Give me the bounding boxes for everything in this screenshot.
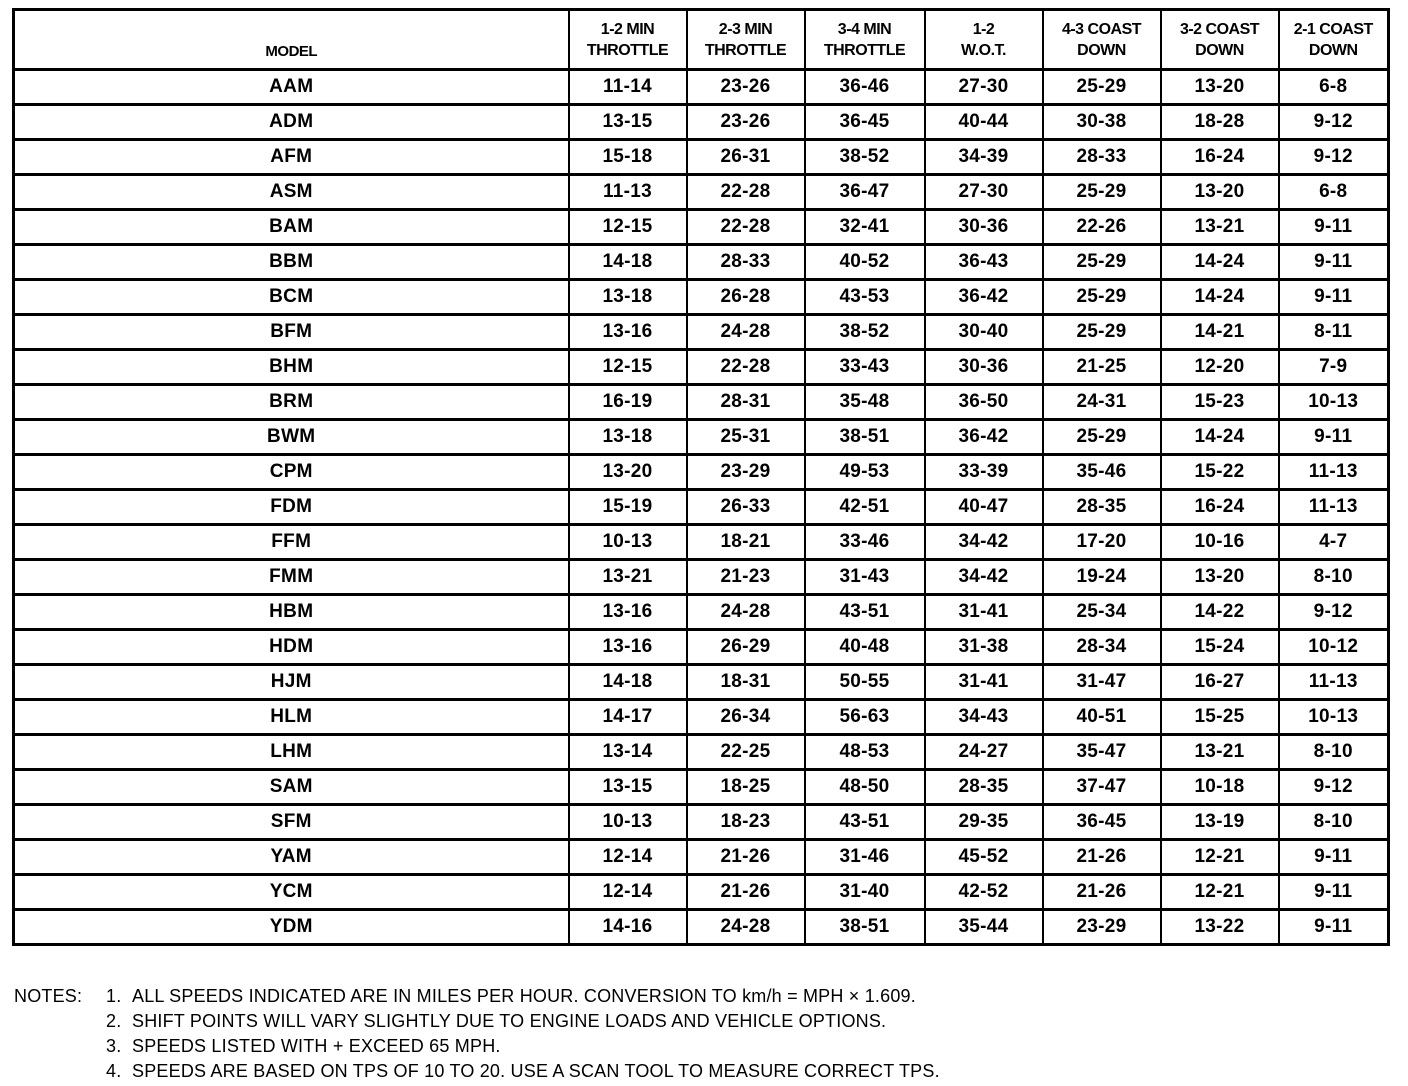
speed-cell-3-2-coast-down: 15-23 bbox=[1161, 385, 1279, 420]
speed-cell-1-2-wot: 40-47 bbox=[925, 490, 1043, 525]
speed-cell-1-2-wot: 36-43 bbox=[925, 245, 1043, 280]
speed-cell-3-2-coast-down: 12-21 bbox=[1161, 840, 1279, 875]
speed-cell-2-1-coast-down: 11-13 bbox=[1279, 455, 1389, 490]
speed-cell-4-3-coast-down: 25-34 bbox=[1043, 595, 1161, 630]
column-header-line: DOWN bbox=[1195, 41, 1244, 59]
model-cell: YDM bbox=[14, 910, 569, 945]
speed-cell-1-2-min-throttle: 13-16 bbox=[569, 630, 687, 665]
speed-cell-2-3-min-throttle: 22-28 bbox=[687, 350, 805, 385]
speed-cell-2-1-coast-down: 9-12 bbox=[1279, 105, 1389, 140]
speed-cell-2-1-coast-down: 11-13 bbox=[1279, 490, 1389, 525]
speed-cell-1-2-min-throttle: 12-15 bbox=[569, 210, 687, 245]
speed-cell-1-2-min-throttle: 13-15 bbox=[569, 770, 687, 805]
speed-cell-1-2-wot: 40-44 bbox=[925, 105, 1043, 140]
speed-cell-3-4-min-throttle: 48-50 bbox=[805, 770, 925, 805]
speed-cell-2-1-coast-down: 9-12 bbox=[1279, 770, 1389, 805]
shift-speed-table-container bbox=[12, 8, 1387, 946]
table-row bbox=[14, 105, 1389, 140]
model-cell: HLM bbox=[14, 700, 569, 735]
speed-cell-3-4-min-throttle: 35-48 bbox=[805, 385, 925, 420]
speed-cell-3-4-min-throttle: 49-53 bbox=[805, 455, 925, 490]
speed-cell-1-2-min-throttle: 13-18 bbox=[569, 420, 687, 455]
model-cell: CPM bbox=[14, 455, 569, 490]
speed-cell-1-2-wot: 33-39 bbox=[925, 455, 1043, 490]
note-text: ALL SPEEDS INDICATED ARE IN MILES PER HOUR. CONVERSION TO km/h = MPH × 1.609. bbox=[132, 986, 916, 1006]
speed-cell-1-2-min-throttle: 11-14 bbox=[569, 70, 687, 105]
speed-cell-2-3-min-throttle: 28-31 bbox=[687, 385, 805, 420]
column-header-line: 2-3 MIN bbox=[718, 20, 773, 38]
speed-cell-2-3-min-throttle: 18-21 bbox=[687, 525, 805, 560]
table-row bbox=[14, 175, 1389, 210]
speed-cell-2-1-coast-down: 9-11 bbox=[1279, 875, 1389, 910]
model-cell: LHM bbox=[14, 735, 569, 770]
speed-cell-1-2-min-throttle: 13-20 bbox=[569, 455, 687, 490]
model-cell: YCM bbox=[14, 875, 569, 910]
speed-cell-2-3-min-throttle: 21-26 bbox=[687, 840, 805, 875]
speed-cell-2-1-coast-down: 10-12 bbox=[1279, 630, 1389, 665]
speed-cell-1-2-wot: 30-40 bbox=[925, 315, 1043, 350]
speed-cell-3-2-coast-down: 14-24 bbox=[1161, 420, 1279, 455]
speed-cell-4-3-coast-down: 25-29 bbox=[1043, 315, 1161, 350]
speed-cell-2-1-coast-down: 8-10 bbox=[1279, 560, 1389, 595]
speed-cell-1-2-min-throttle: 10-13 bbox=[569, 805, 687, 840]
table-row bbox=[14, 245, 1389, 280]
table-row bbox=[14, 770, 1389, 805]
speed-cell-4-3-coast-down: 24-31 bbox=[1043, 385, 1161, 420]
column-header-line: 3-4 MIN bbox=[837, 20, 892, 38]
column-header-1-2-wot bbox=[925, 10, 1043, 70]
column-header-line: THROTTLE bbox=[704, 41, 787, 59]
note-text: SHIFT POINTS WILL VARY SLIGHTLY DUE TO ENGINE LOADS AND VEHICLE OPTIONS. bbox=[132, 1011, 887, 1031]
speed-cell-4-3-coast-down: 35-47 bbox=[1043, 735, 1161, 770]
speed-cell-2-3-min-throttle: 26-28 bbox=[687, 280, 805, 315]
speed-cell-3-2-coast-down: 16-24 bbox=[1161, 140, 1279, 175]
speed-cell-3-4-min-throttle: 36-45 bbox=[805, 105, 925, 140]
speed-cell-4-3-coast-down: 35-46 bbox=[1043, 455, 1161, 490]
speed-cell-2-3-min-throttle: 26-34 bbox=[687, 700, 805, 735]
speed-cell-2-1-coast-down: 9-12 bbox=[1279, 595, 1389, 630]
table-row bbox=[14, 490, 1389, 525]
speed-cell-2-1-coast-down: 9-11 bbox=[1279, 420, 1389, 455]
speed-cell-3-2-coast-down: 12-21 bbox=[1161, 875, 1279, 910]
table-row bbox=[14, 630, 1389, 665]
speed-cell-1-2-min-throttle: 12-14 bbox=[569, 875, 687, 910]
speed-cell-3-2-coast-down: 14-24 bbox=[1161, 245, 1279, 280]
speed-cell-1-2-wot: 28-35 bbox=[925, 770, 1043, 805]
model-cell: HJM bbox=[14, 665, 569, 700]
table-row bbox=[14, 560, 1389, 595]
speed-cell-2-3-min-throttle: 18-25 bbox=[687, 770, 805, 805]
column-header-line: 3-2 COAST bbox=[1179, 20, 1260, 38]
speed-cell-2-3-min-throttle: 23-29 bbox=[687, 455, 805, 490]
speed-cell-2-3-min-throttle: 25-31 bbox=[687, 420, 805, 455]
notes-indent bbox=[14, 1059, 106, 1084]
speed-cell-2-1-coast-down: 4-7 bbox=[1279, 525, 1389, 560]
speed-cell-3-2-coast-down: 10-18 bbox=[1161, 770, 1279, 805]
speed-cell-3-4-min-throttle: 43-53 bbox=[805, 280, 925, 315]
speed-cell-1-2-min-throttle: 13-21 bbox=[569, 560, 687, 595]
speed-cell-4-3-coast-down: 25-29 bbox=[1043, 420, 1161, 455]
speed-cell-1-2-wot: 31-38 bbox=[925, 630, 1043, 665]
speed-cell-3-4-min-throttle: 32-41 bbox=[805, 210, 925, 245]
model-cell: BHM bbox=[14, 350, 569, 385]
speed-cell-2-1-coast-down: 10-13 bbox=[1279, 385, 1389, 420]
speed-cell-2-1-coast-down: 9-11 bbox=[1279, 210, 1389, 245]
speed-cell-4-3-coast-down: 21-25 bbox=[1043, 350, 1161, 385]
speed-cell-2-1-coast-down: 8-10 bbox=[1279, 735, 1389, 770]
speed-cell-1-2-min-throttle: 13-16 bbox=[569, 315, 687, 350]
speed-cell-3-4-min-throttle: 38-51 bbox=[805, 910, 925, 945]
speed-cell-3-2-coast-down: 13-20 bbox=[1161, 175, 1279, 210]
speed-cell-4-3-coast-down: 25-29 bbox=[1043, 70, 1161, 105]
column-header-line: DOWN bbox=[1077, 41, 1126, 59]
speed-cell-2-3-min-throttle: 22-25 bbox=[687, 735, 805, 770]
note-item bbox=[14, 1034, 1394, 1059]
note-item bbox=[14, 1009, 1394, 1034]
table-row bbox=[14, 140, 1389, 175]
speed-cell-3-4-min-throttle: 33-46 bbox=[805, 525, 925, 560]
speed-cell-1-2-min-throttle: 15-19 bbox=[569, 490, 687, 525]
note-number: 4. bbox=[106, 1061, 122, 1081]
speed-cell-3-2-coast-down: 15-22 bbox=[1161, 455, 1279, 490]
speed-cell-4-3-coast-down: 40-51 bbox=[1043, 700, 1161, 735]
table-row bbox=[14, 700, 1389, 735]
speed-cell-1-2-min-throttle: 10-13 bbox=[569, 525, 687, 560]
column-header-line: 1-2 MIN bbox=[600, 20, 655, 38]
speed-cell-4-3-coast-down: 21-26 bbox=[1043, 840, 1161, 875]
speed-cell-2-3-min-throttle: 24-28 bbox=[687, 910, 805, 945]
speed-cell-1-2-min-throttle: 11-13 bbox=[569, 175, 687, 210]
speed-cell-3-2-coast-down: 14-21 bbox=[1161, 315, 1279, 350]
speed-cell-3-4-min-throttle: 43-51 bbox=[805, 595, 925, 630]
model-cell: HDM bbox=[14, 630, 569, 665]
speed-cell-2-1-coast-down: 11-13 bbox=[1279, 665, 1389, 700]
speed-cell-4-3-coast-down: 30-38 bbox=[1043, 105, 1161, 140]
model-cell: BWM bbox=[14, 420, 569, 455]
speed-cell-1-2-wot: 29-35 bbox=[925, 805, 1043, 840]
speed-cell-3-2-coast-down: 13-22 bbox=[1161, 910, 1279, 945]
speed-cell-1-2-wot: 42-52 bbox=[925, 875, 1043, 910]
speed-cell-2-3-min-throttle: 26-31 bbox=[687, 140, 805, 175]
table-row bbox=[14, 595, 1389, 630]
speed-cell-1-2-min-throttle: 13-15 bbox=[569, 105, 687, 140]
speed-cell-1-2-wot: 31-41 bbox=[925, 665, 1043, 700]
column-header-line: THROTTLE bbox=[586, 41, 669, 59]
table-row bbox=[14, 840, 1389, 875]
column-header-3-2-coast-down bbox=[1161, 10, 1279, 70]
speed-cell-4-3-coast-down: 28-35 bbox=[1043, 490, 1161, 525]
speed-cell-4-3-coast-down: 22-26 bbox=[1043, 210, 1161, 245]
header-row bbox=[14, 10, 1389, 70]
speed-cell-2-3-min-throttle: 23-26 bbox=[687, 70, 805, 105]
speed-cell-1-2-wot: 34-42 bbox=[925, 525, 1043, 560]
speed-cell-3-4-min-throttle: 50-55 bbox=[805, 665, 925, 700]
model-cell: SAM bbox=[14, 770, 569, 805]
table-row bbox=[14, 210, 1389, 245]
model-cell: BFM bbox=[14, 315, 569, 350]
speed-cell-3-2-coast-down: 14-22 bbox=[1161, 595, 1279, 630]
table-row bbox=[14, 315, 1389, 350]
model-cell: BRM bbox=[14, 385, 569, 420]
note-item bbox=[14, 984, 1394, 1009]
speed-cell-1-2-wot: 45-52 bbox=[925, 840, 1043, 875]
speed-cell-3-4-min-throttle: 40-52 bbox=[805, 245, 925, 280]
speed-cell-3-4-min-throttle: 33-43 bbox=[805, 350, 925, 385]
table-row bbox=[14, 385, 1389, 420]
speed-cell-2-1-coast-down: 9-11 bbox=[1279, 245, 1389, 280]
speed-cell-1-2-wot: 34-39 bbox=[925, 140, 1043, 175]
column-header-line: THROTTLE bbox=[823, 41, 906, 59]
speed-cell-4-3-coast-down: 25-29 bbox=[1043, 245, 1161, 280]
speed-cell-2-3-min-throttle: 18-23 bbox=[687, 805, 805, 840]
note-number: 3. bbox=[106, 1036, 122, 1056]
speed-cell-1-2-min-throttle: 14-16 bbox=[569, 910, 687, 945]
speed-cell-2-1-coast-down: 9-11 bbox=[1279, 840, 1389, 875]
model-cell: FMM bbox=[14, 560, 569, 595]
model-cell: ADM bbox=[14, 105, 569, 140]
speed-cell-4-3-coast-down: 31-47 bbox=[1043, 665, 1161, 700]
speed-cell-2-3-min-throttle: 24-28 bbox=[687, 595, 805, 630]
table-row bbox=[14, 525, 1389, 560]
model-cell: BCM bbox=[14, 280, 569, 315]
column-header-line: DOWN bbox=[1308, 41, 1358, 59]
speed-cell-2-3-min-throttle: 26-33 bbox=[687, 490, 805, 525]
table-row bbox=[14, 910, 1389, 945]
speed-cell-2-3-min-throttle: 24-28 bbox=[687, 315, 805, 350]
speed-cell-3-4-min-throttle: 40-48 bbox=[805, 630, 925, 665]
speed-cell-2-3-min-throttle: 22-28 bbox=[687, 175, 805, 210]
speed-cell-4-3-coast-down: 23-29 bbox=[1043, 910, 1161, 945]
table-row bbox=[14, 805, 1389, 840]
speed-cell-3-2-coast-down: 13-20 bbox=[1161, 70, 1279, 105]
speed-cell-1-2-wot: 35-44 bbox=[925, 910, 1043, 945]
speed-cell-3-4-min-throttle: 43-51 bbox=[805, 805, 925, 840]
speed-cell-2-3-min-throttle: 18-31 bbox=[687, 665, 805, 700]
speed-cell-4-3-coast-down: 28-33 bbox=[1043, 140, 1161, 175]
column-header-line: 4-3 COAST bbox=[1061, 20, 1142, 38]
speed-cell-1-2-wot: 31-41 bbox=[925, 595, 1043, 630]
table-row bbox=[14, 455, 1389, 490]
speed-cell-4-3-coast-down: 25-29 bbox=[1043, 175, 1161, 210]
note-number: 1. bbox=[106, 986, 122, 1006]
speed-cell-3-2-coast-down: 16-24 bbox=[1161, 490, 1279, 525]
table-header bbox=[14, 10, 1389, 70]
shift-speed-table bbox=[12, 8, 1390, 946]
column-header-line: 2-1 COAST bbox=[1293, 20, 1373, 38]
speed-cell-1-2-min-throttle: 14-17 bbox=[569, 700, 687, 735]
speed-cell-1-2-wot: 27-30 bbox=[925, 70, 1043, 105]
speed-cell-3-4-min-throttle: 31-43 bbox=[805, 560, 925, 595]
speed-cell-3-4-min-throttle: 48-53 bbox=[805, 735, 925, 770]
speed-cell-1-2-wot: 27-30 bbox=[925, 175, 1043, 210]
speed-cell-2-1-coast-down: 6-8 bbox=[1279, 70, 1389, 105]
speed-cell-2-1-coast-down: 9-12 bbox=[1279, 140, 1389, 175]
note-item bbox=[14, 1059, 1394, 1084]
speed-cell-1-2-min-throttle: 13-14 bbox=[569, 735, 687, 770]
speed-cell-2-3-min-throttle: 21-26 bbox=[687, 875, 805, 910]
notes-indent bbox=[14, 1009, 106, 1034]
speed-cell-3-2-coast-down: 13-19 bbox=[1161, 805, 1279, 840]
speed-cell-2-3-min-throttle: 22-28 bbox=[687, 210, 805, 245]
model-cell: FDM bbox=[14, 490, 569, 525]
speed-cell-1-2-wot: 30-36 bbox=[925, 210, 1043, 245]
model-cell: BAM bbox=[14, 210, 569, 245]
speed-cell-3-2-coast-down: 12-20 bbox=[1161, 350, 1279, 385]
column-header-2-1-coast-down bbox=[1279, 10, 1389, 70]
speed-cell-1-2-wot: 36-42 bbox=[925, 420, 1043, 455]
speed-cell-3-4-min-throttle: 31-46 bbox=[805, 840, 925, 875]
model-cell: BBM bbox=[14, 245, 569, 280]
table-row bbox=[14, 420, 1389, 455]
model-cell: YAM bbox=[14, 840, 569, 875]
notes-indent bbox=[14, 1034, 106, 1059]
speed-cell-3-4-min-throttle: 38-52 bbox=[805, 140, 925, 175]
table-body bbox=[14, 70, 1389, 945]
speed-cell-1-2-wot: 34-42 bbox=[925, 560, 1043, 595]
speed-cell-4-3-coast-down: 37-47 bbox=[1043, 770, 1161, 805]
table-row bbox=[14, 735, 1389, 770]
notes-section bbox=[14, 984, 1394, 1084]
speed-cell-3-4-min-throttle: 31-40 bbox=[805, 875, 925, 910]
speed-cell-2-3-min-throttle: 28-33 bbox=[687, 245, 805, 280]
speed-cell-1-2-min-throttle: 15-18 bbox=[569, 140, 687, 175]
speed-cell-3-4-min-throttle: 38-51 bbox=[805, 420, 925, 455]
column-header-line: 1-2 bbox=[972, 20, 995, 38]
speed-cell-2-1-coast-down: 7-9 bbox=[1279, 350, 1389, 385]
table-row bbox=[14, 350, 1389, 385]
speed-cell-3-2-coast-down: 15-24 bbox=[1161, 630, 1279, 665]
note-number: 2. bbox=[106, 1011, 122, 1031]
speed-cell-2-3-min-throttle: 26-29 bbox=[687, 630, 805, 665]
model-cell: SFM bbox=[14, 805, 569, 840]
note-text: SPEEDS LISTED WITH + EXCEED 65 MPH. bbox=[132, 1036, 501, 1056]
column-header-3-4-min-throttle bbox=[805, 10, 925, 70]
model-cell: FFM bbox=[14, 525, 569, 560]
speed-cell-2-1-coast-down: 9-11 bbox=[1279, 280, 1389, 315]
speed-cell-4-3-coast-down: 36-45 bbox=[1043, 805, 1161, 840]
speed-cell-1-2-min-throttle: 16-19 bbox=[569, 385, 687, 420]
speed-cell-3-4-min-throttle: 36-46 bbox=[805, 70, 925, 105]
column-header-1-2-min-throttle bbox=[569, 10, 687, 70]
speed-cell-3-2-coast-down: 13-20 bbox=[1161, 560, 1279, 595]
speed-cell-3-2-coast-down: 10-16 bbox=[1161, 525, 1279, 560]
speed-cell-2-1-coast-down: 6-8 bbox=[1279, 175, 1389, 210]
speed-cell-3-4-min-throttle: 38-52 bbox=[805, 315, 925, 350]
speed-cell-2-3-min-throttle: 21-23 bbox=[687, 560, 805, 595]
speed-cell-1-2-wot: 34-43 bbox=[925, 700, 1043, 735]
speed-cell-1-2-min-throttle: 13-18 bbox=[569, 280, 687, 315]
column-header-2-3-min-throttle bbox=[687, 10, 805, 70]
speed-cell-3-2-coast-down: 14-24 bbox=[1161, 280, 1279, 315]
table-row bbox=[14, 280, 1389, 315]
speed-cell-1-2-wot: 24-27 bbox=[925, 735, 1043, 770]
speed-cell-3-4-min-throttle: 36-47 bbox=[805, 175, 925, 210]
speed-cell-1-2-min-throttle: 12-14 bbox=[569, 840, 687, 875]
speed-cell-2-3-min-throttle: 23-26 bbox=[687, 105, 805, 140]
speed-cell-3-2-coast-down: 13-21 bbox=[1161, 735, 1279, 770]
column-header-line: W.O.T. bbox=[961, 41, 1006, 59]
speed-cell-1-2-wot: 36-42 bbox=[925, 280, 1043, 315]
speed-cell-1-2-wot: 30-36 bbox=[925, 350, 1043, 385]
speed-cell-3-2-coast-down: 13-21 bbox=[1161, 210, 1279, 245]
model-cell: ASM bbox=[14, 175, 569, 210]
column-header-model bbox=[14, 10, 569, 70]
speed-cell-1-2-wot: 36-50 bbox=[925, 385, 1043, 420]
speed-cell-4-3-coast-down: 17-20 bbox=[1043, 525, 1161, 560]
column-header-line: MODEL bbox=[265, 43, 318, 60]
speed-cell-4-3-coast-down: 25-29 bbox=[1043, 280, 1161, 315]
speed-cell-3-2-coast-down: 16-27 bbox=[1161, 665, 1279, 700]
speed-cell-3-4-min-throttle: 56-63 bbox=[805, 700, 925, 735]
speed-cell-2-1-coast-down: 10-13 bbox=[1279, 700, 1389, 735]
table-row bbox=[14, 875, 1389, 910]
speed-cell-4-3-coast-down: 21-26 bbox=[1043, 875, 1161, 910]
speed-cell-1-2-min-throttle: 12-15 bbox=[569, 350, 687, 385]
speed-cell-3-2-coast-down: 18-28 bbox=[1161, 105, 1279, 140]
note-text: SPEEDS ARE BASED ON TPS OF 10 TO 20. USE A SCAN TOOL TO MEASURE CORRECT TPS. bbox=[132, 1061, 940, 1081]
speed-cell-3-4-min-throttle: 42-51 bbox=[805, 490, 925, 525]
model-cell: HBM bbox=[14, 595, 569, 630]
speed-cell-2-1-coast-down: 8-10 bbox=[1279, 805, 1389, 840]
speed-cell-1-2-min-throttle: 13-16 bbox=[569, 595, 687, 630]
table-row bbox=[14, 70, 1389, 105]
column-header-4-3-coast-down bbox=[1043, 10, 1161, 70]
speed-cell-1-2-min-throttle: 14-18 bbox=[569, 665, 687, 700]
model-cell: AFM bbox=[14, 140, 569, 175]
speed-cell-4-3-coast-down: 28-34 bbox=[1043, 630, 1161, 665]
model-cell: AAM bbox=[14, 70, 569, 105]
speed-cell-2-1-coast-down: 9-11 bbox=[1279, 910, 1389, 945]
speed-cell-4-3-coast-down: 19-24 bbox=[1043, 560, 1161, 595]
speed-cell-2-1-coast-down: 8-11 bbox=[1279, 315, 1389, 350]
speed-cell-3-2-coast-down: 15-25 bbox=[1161, 700, 1279, 735]
speed-cell-1-2-min-throttle: 14-18 bbox=[569, 245, 687, 280]
notes-label: NOTES: bbox=[14, 986, 83, 1006]
table-row bbox=[14, 665, 1389, 700]
